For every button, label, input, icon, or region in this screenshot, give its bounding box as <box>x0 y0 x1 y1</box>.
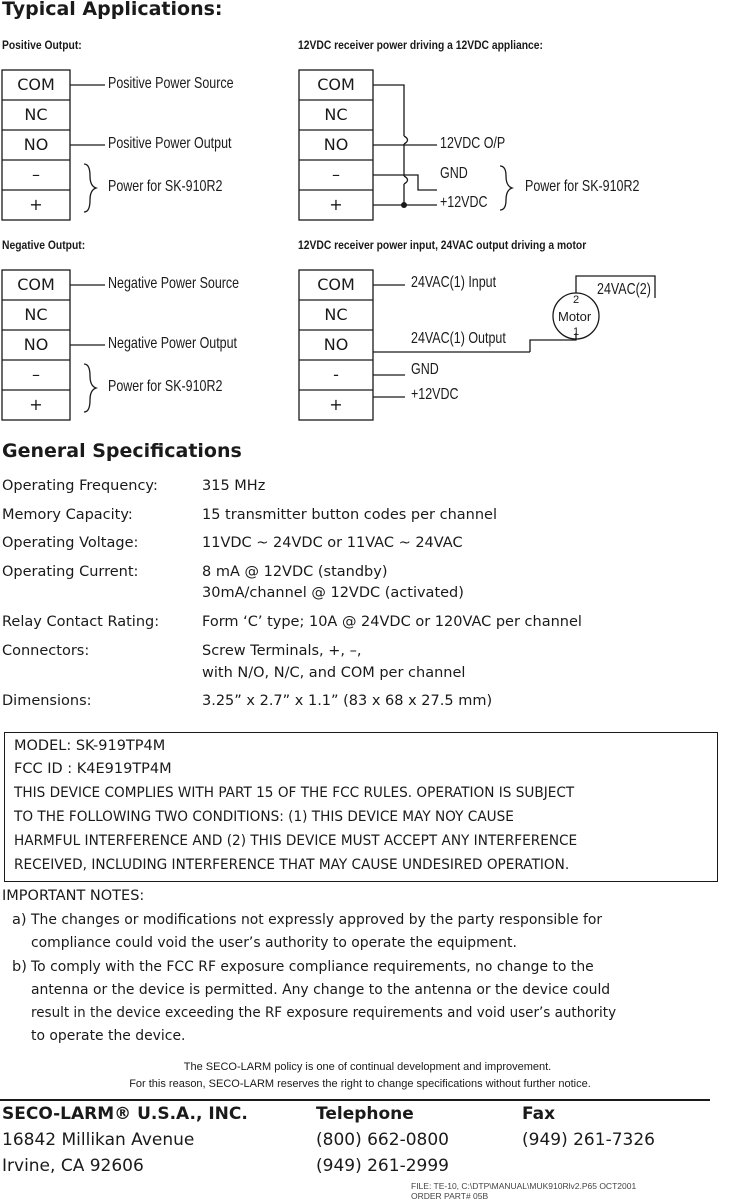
note-b-line: result in the device exceeding the RF exposure requirements and void user’s authority <box>31 1005 617 1021</box>
terminal-no: NO <box>23 335 49 354</box>
label-negative-power-output: Negative Power Output <box>108 335 238 352</box>
note-b-line: antenna or the device is permitted. Any change to the antenna or the device could <box>31 982 611 998</box>
telephone-label: Telephone <box>316 1104 414 1124</box>
note-b-line: To comply with the FCC RF exposure compliance requirements, no change to the <box>31 959 594 975</box>
spec-label: Connectors: <box>2 643 90 659</box>
terminal-minus: - <box>333 365 339 384</box>
fcc-statement-line: TO THE FOLLOWING TWO CONDITIONS: (1) THIS DEVICE MAY NOY CAUSE <box>14 809 514 825</box>
label-power-for-receiver: Power for SK-910R2 <box>108 178 223 195</box>
section-title-specs: General Specifications <box>2 440 242 462</box>
motor-pin-2: 2 <box>573 294 580 306</box>
terminal-com: COM <box>17 75 55 94</box>
terminal-plus: + <box>329 395 343 414</box>
terminal-minus: – <box>32 165 40 184</box>
heading-motor: 12VDC receiver power input, 24VAC output driving a motor <box>298 238 587 252</box>
note-b-line: to operate the device. <box>31 1028 186 1044</box>
phone-number: (949) 261-2999 <box>316 1156 449 1176</box>
spec-value: 11VDC ~ 24VDC or 11VAC ~ 24VAC <box>202 535 463 551</box>
terminal-no: NO <box>323 335 349 354</box>
note-a-line: The changes or modifications not expressly approved by the party responsible for <box>31 912 603 928</box>
label-power-for-receiver: Power for SK-910R2 <box>108 378 223 395</box>
spec-label: Operating Frequency: <box>2 478 158 494</box>
fcc-statement-line: THIS DEVICE COMPLIES WITH PART 15 OF THE FCC RULES. OPERATION IS SUBJECT <box>14 785 575 801</box>
address-line-1: 16842 Millikan Avenue <box>2 1130 195 1150</box>
policy-line-2: For this reason, SECO-LARM reserves the right to change specifications without further notice. <box>129 1078 591 1090</box>
terminal-no: NO <box>23 135 49 154</box>
terminal-com: COM <box>17 275 55 294</box>
label-plus-12vdc: +12VDC <box>411 386 459 403</box>
label-plus-12vdc: +12VDC <box>440 194 488 211</box>
fax-label: Fax <box>522 1104 556 1124</box>
label-gnd: GND <box>440 165 468 182</box>
fcc-statement-line: HARMFUL INTERFERENCE AND (2) THIS DEVICE MUST ACCEPT ANY INTERFERENCE <box>14 833 578 849</box>
fcc-id: FCC ID : K4E919TP4M <box>14 761 172 777</box>
label-24vac-input: 24VAC(1) Input <box>411 274 497 291</box>
spec-value: 3.25” x 2.7” x 1.1” (83 x 68 x 27.5 mm) <box>202 693 493 709</box>
label-gnd: GND <box>411 361 439 378</box>
terminal-no: NO <box>323 135 349 154</box>
terminal-nc: NC <box>24 305 48 324</box>
note-marker-a: a) <box>12 912 27 928</box>
notes-title: IMPORTANT NOTES: <box>2 888 145 904</box>
motor-label: Motor <box>558 309 592 324</box>
terminal-plus: + <box>29 395 43 414</box>
fcc-notice-box <box>4 732 718 882</box>
spec-label: Operating Current: <box>2 564 139 580</box>
spec-value: 8 mA @ 12VDC (standby) <box>202 564 388 580</box>
spec-label: Dimensions: <box>2 693 92 709</box>
spec-value-cont: with N/O, N/C, and COM per channel <box>202 665 466 681</box>
motor-pin-1: 1 <box>573 326 580 338</box>
terminal-minus: – <box>32 365 40 384</box>
fcc-statement-line: RECEIVED, INCLUDING INTERFERENCE THAT MAY CAUSE UNDESIRED OPERATION. <box>14 857 570 873</box>
junction-dot <box>401 202 407 208</box>
spec-label: Relay Contact Rating: <box>2 614 160 630</box>
policy-line-1: The SECO-LARM policy is one of continual development and improvement. <box>183 1061 552 1073</box>
address-line-2: Irvine, CA 92606 <box>2 1156 144 1176</box>
model-number: MODEL: SK-919TP4M <box>14 738 166 754</box>
terminal-nc: NC <box>324 305 348 324</box>
file-reference: FILE: TE-10, C:\DTP\MANUAL\MUK910Rlv2.P65 OCT2001 <box>411 1181 637 1191</box>
spec-value-cont: 30mA/channel @ 12VDC (activated) <box>202 585 464 601</box>
label-negative-power-source: Negative Power Source <box>108 275 240 292</box>
heading-negative-output: Negative Output: <box>2 238 86 252</box>
section-title-applications: Typical Applications: <box>2 0 223 20</box>
heading-positive-output: Positive Output: <box>2 38 82 52</box>
spec-label: Memory Capacity: <box>2 507 133 523</box>
terminal-com: COM <box>317 75 355 94</box>
label-power-for-receiver: Power for SK-910R2 <box>525 178 640 195</box>
fax-number: (949) 261-7326 <box>522 1130 655 1150</box>
terminal-nc: NC <box>324 105 348 124</box>
spec-value: Form ‘C’ type; 10A @ 24VDC or 120VAC per channel <box>202 614 582 630</box>
terminal-com: COM <box>317 275 355 294</box>
label-positive-power-source: Positive Power Source <box>108 75 234 92</box>
label-12vdc-output: 12VDC O/P <box>440 135 506 152</box>
spec-label: Operating Voltage: <box>2 535 139 551</box>
terminal-plus: + <box>29 195 43 214</box>
order-part-number: ORDER PART# 05B <box>411 1191 489 1201</box>
spec-value: Screw Terminals, +, –, <box>202 643 362 659</box>
label-24vac-2: 24VAC(2) <box>597 281 651 298</box>
phone-number: (800) 662-0800 <box>316 1130 449 1150</box>
spec-value: 15 transmitter button codes per channel <box>202 507 497 523</box>
company-name: SECO-LARM® U.S.A., INC. <box>2 1104 248 1124</box>
footer-divider <box>0 1099 710 1101</box>
terminal-minus: – <box>332 165 340 184</box>
terminal-plus: + <box>329 195 343 214</box>
label-24vac-output: 24VAC(1) Output <box>411 330 506 347</box>
spec-value: 315 MHz <box>202 478 266 494</box>
heading-appliance: 12VDC receiver power driving a 12VDC appliance: <box>298 38 543 52</box>
terminal-nc: NC <box>24 105 48 124</box>
label-positive-power-output: Positive Power Output <box>108 135 232 152</box>
note-marker-b: b) <box>12 959 27 975</box>
note-a-line: compliance could void the user’s authority to operate the equipment. <box>31 935 517 951</box>
